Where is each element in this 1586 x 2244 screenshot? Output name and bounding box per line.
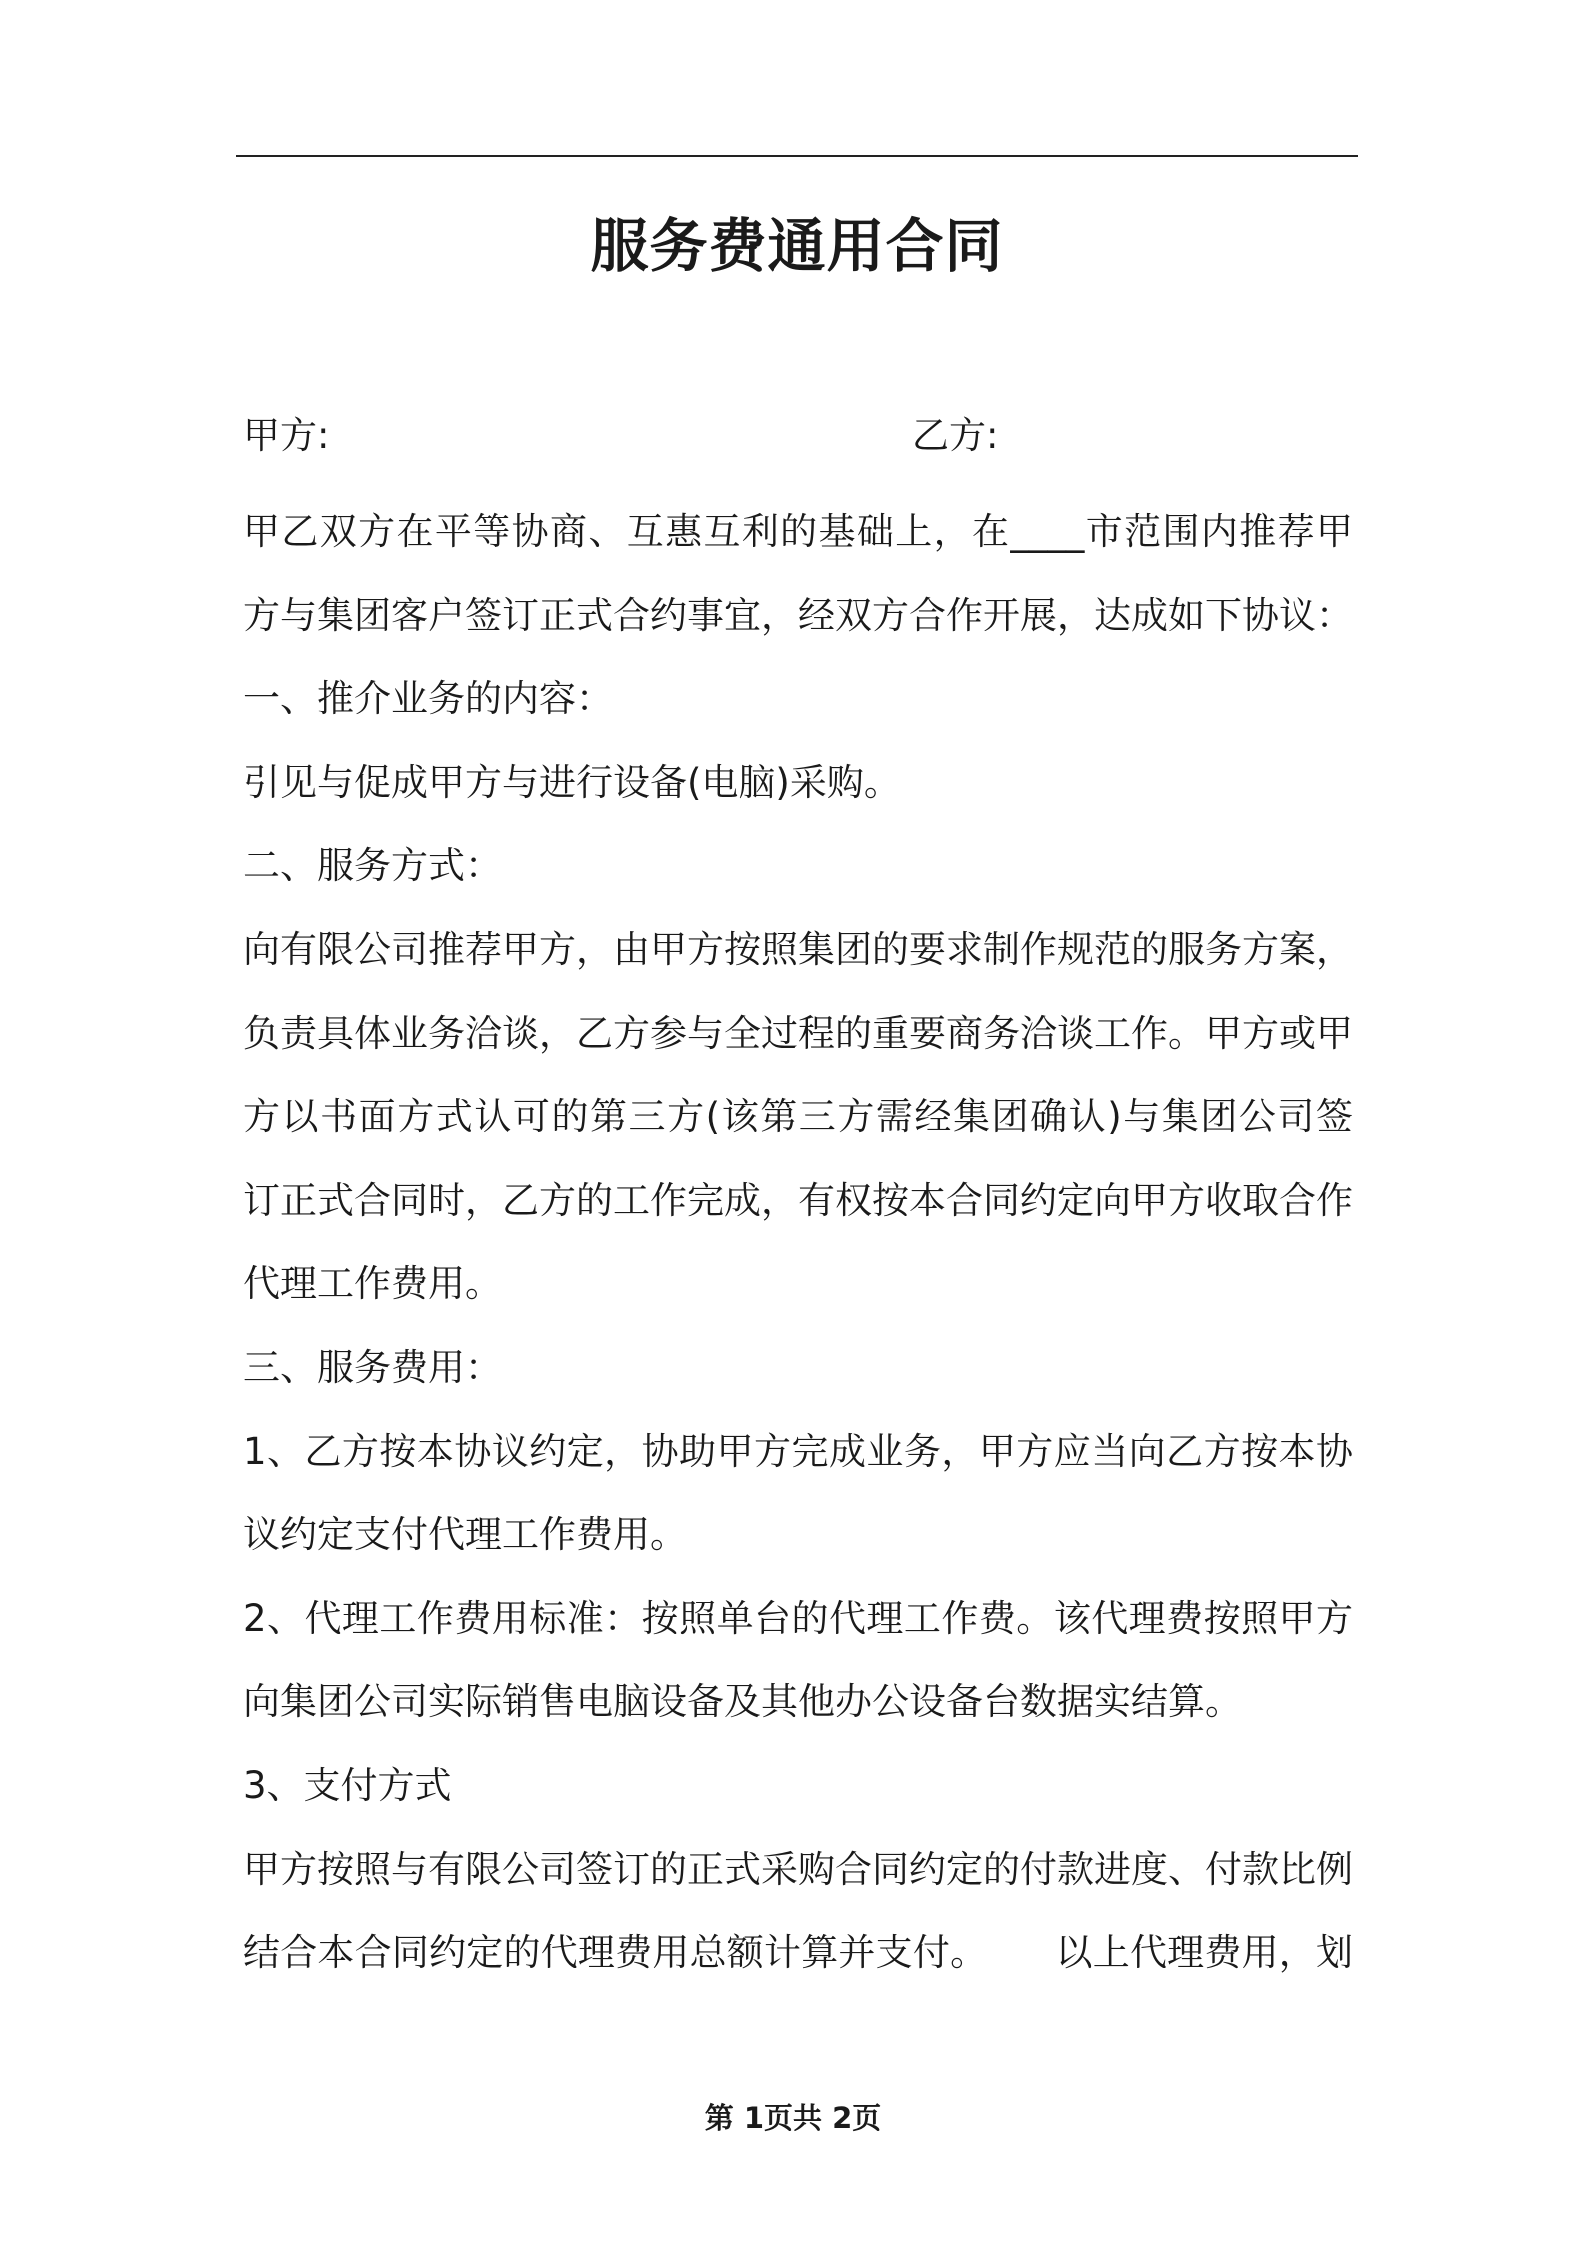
section-heading: 三、服务费用： bbox=[243, 1345, 502, 1389]
body-line-last-left: 结合本合同约定的代理费用总额计算并支付。 bbox=[243, 1931, 988, 1975]
body-line: 向集团公司实际销售电脑设备及其他办公设备台数据实结算。 bbox=[243, 1680, 1242, 1724]
body-line-last bbox=[243, 1911, 1353, 1995]
party-a-label: 甲方: bbox=[243, 414, 330, 457]
body-line: 1、乙方按本协议约定，协助甲方完成业务，甲方应当向乙方按本协 bbox=[243, 1429, 1353, 1473]
section-heading: 二、服务方式： bbox=[243, 844, 502, 888]
party-b-label: 乙方: bbox=[912, 414, 999, 457]
section-heading: 一、推介业务的内容： bbox=[243, 677, 613, 721]
body-line-last-right: 以上代理费用，划 bbox=[1055, 1931, 1353, 1975]
body-line: 代理工作费用。 bbox=[243, 1262, 502, 1306]
document-title: 服务费通用合同 bbox=[590, 212, 1004, 280]
body-line: 甲乙双方在平等协商、互惠互利的基础上，在____市范围内推荐甲 bbox=[243, 510, 1353, 553]
page-number: 第 1页共 2页 bbox=[704, 2101, 882, 2135]
body-line: 负责具体业务洽谈，乙方参与全过程的重要商务洽谈工作。甲方或甲 bbox=[243, 1011, 1353, 1055]
body-line: 2、代理工作费用标准：按照单台的代理工作费。该代理费按照甲方 bbox=[243, 1596, 1353, 1640]
section-heading: 3、支付方式 bbox=[243, 1763, 452, 1807]
body-line: 方以书面方式认可的第三方(该第三方需经集团确认)与集团公司签 bbox=[243, 1095, 1353, 1139]
body-line: 议约定支付代理工作费用。 bbox=[243, 1513, 687, 1557]
body-line: 向有限公司推荐甲方，由甲方按照集团的要求制作规范的服务方案， bbox=[243, 927, 1353, 971]
body-line: 订正式合同时，乙方的工作完成，有权按本合同约定向甲方收取合作 bbox=[243, 1178, 1353, 1222]
body-line: 引见与促成甲方与进行设备(电脑)采购。 bbox=[243, 760, 901, 804]
header-rule bbox=[236, 155, 1358, 157]
body-line: 方与集团客户签订正式合约事宜，经双方合作开展，达成如下协议： bbox=[243, 593, 1353, 637]
body-line: 甲方按照与有限公司签订的正式采购合同约定的付款进度、付款比例 bbox=[243, 1847, 1353, 1891]
contract-body bbox=[243, 490, 1353, 1995]
